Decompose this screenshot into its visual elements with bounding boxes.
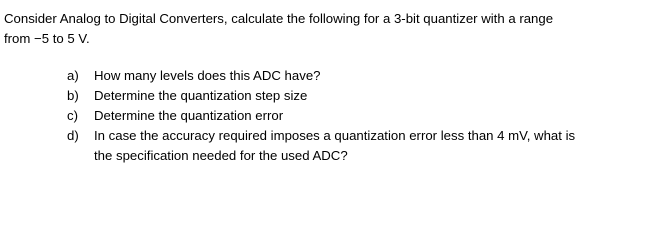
problem-statement-line-1: Consider Analog to Digital Converters, calculate the following for a 3-bit quantizer with a range xyxy=(4,11,554,26)
question-text: How many levels does this ADC have? xyxy=(94,68,321,83)
question-text-line-2: the specification needed for the used ADC? xyxy=(94,148,348,163)
question-text: Determine the quantization step size xyxy=(94,88,308,103)
question-list xyxy=(67,66,637,166)
question-text: Determine the quantization error xyxy=(94,108,284,123)
question-marker: b) xyxy=(67,88,79,103)
problem-statement-line-2: from −5 to 5 V. xyxy=(4,31,90,46)
question-marker: c) xyxy=(67,108,78,123)
question-marker: a) xyxy=(67,68,79,83)
problem-statement xyxy=(4,9,634,49)
question-marker: d) xyxy=(67,128,79,143)
question-b xyxy=(67,86,637,106)
question-text-line-1: In case the accuracy required imposes a quantization error less than 4 mV, what is xyxy=(94,128,576,143)
question-d xyxy=(67,126,637,166)
question-c xyxy=(67,106,637,126)
question-a xyxy=(67,66,637,86)
